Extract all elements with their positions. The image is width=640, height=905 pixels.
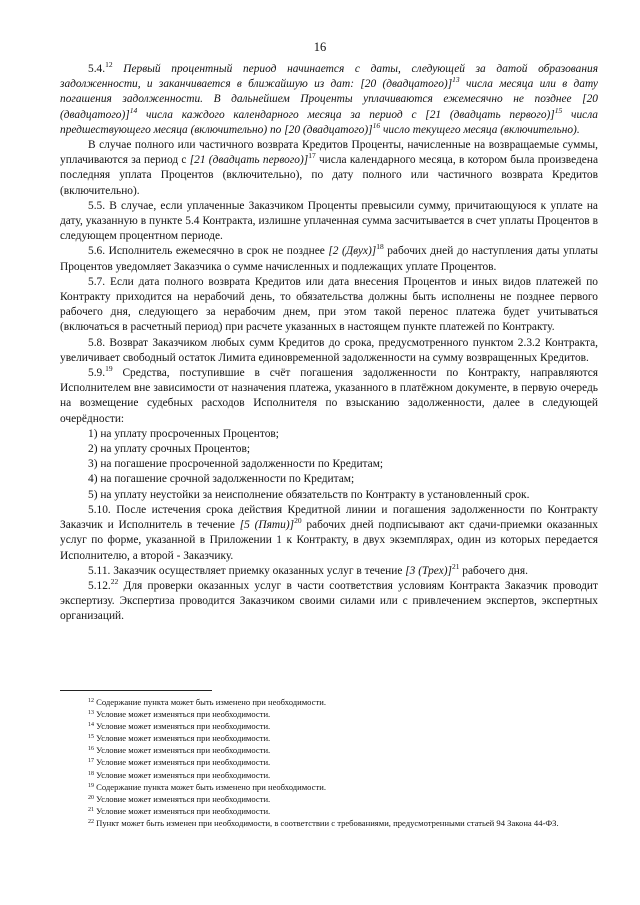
clause-number: 5.9. (88, 367, 106, 380)
footnote (60, 781, 598, 793)
footnote (60, 793, 598, 805)
clause-5-8: 5.8. Возврат Заказчиком любых сумм Кредитов до срока, предусмотренного пунктом 2.3.2 Контракта, увеличивает свободный остаток Лимита единовременной задолженности на сумму возвращенных Кредитов. (60, 336, 598, 364)
clause-text: Первый процентный период начинается с даты, следующей за датой образования задолженности, и заканчивается в ближайшую из дат: [20 (двадцатого)] (60, 63, 598, 91)
list-item: 5) на уплату неустойки за неисполнение обязательств по Контракту в установленный срок. (88, 488, 530, 501)
footnote (60, 769, 598, 781)
variable-term: [21 (двадцать первого)] (189, 154, 309, 167)
footnote-text: Условие может изменяться при необходимости. (94, 769, 271, 780)
footnote (60, 744, 598, 756)
footnote-text: Условие может изменяться при необходимости. (94, 805, 271, 816)
footnote-separator (60, 690, 212, 691)
footnote-text: Условие может изменяться при необходимости. (94, 733, 271, 744)
footnote-text: Условие может изменяться при необходимости. (94, 709, 271, 720)
variable-term: [2 (Двух)] (328, 245, 377, 258)
footnote-text: Условие может изменяться при необходимости. (94, 757, 271, 768)
clause-partial-repayment (60, 138, 598, 199)
footnote-text: Содержание пункта может быть изменено при необходимости. (94, 697, 326, 707)
clause-number: 5.4. (88, 63, 106, 75)
footnote-number: 21 (88, 806, 94, 813)
footnote-number: 19 (88, 782, 94, 789)
clause-text: 5.6. Исполнитель ежемесячно в срок не позднее (88, 245, 329, 258)
footnote-number: 15 (88, 734, 94, 741)
footnote (60, 817, 598, 829)
footnote-number: 18 (88, 770, 94, 777)
clause-text: числа предшествующего месяца (включительно) по [20 (двадцатого)] (60, 108, 599, 136)
footnote-number: 20 (88, 794, 94, 801)
clause-text: рабочих дней до наступления даты уплаты Процентов уведомляет Заказчика о сумме начисленных и подлежащих уплате Процентов. (60, 245, 598, 273)
clause-text: рабочих дней подписывают акт сдачи-приемки оказанных услуг по форме, указанной в Приложении 1 к Контракту, в двух экземплярах, один из которых передается Исполнителю, а второй - Заказчику. (60, 519, 599, 562)
clause-5-4 (60, 62, 598, 138)
footnote (60, 720, 598, 732)
clause-text: 5.11. Заказчик осуществляет приемку оказанных услуг в течение (88, 564, 406, 577)
footnote (60, 756, 598, 768)
footnote-ref[interactable]: 12 (105, 60, 113, 69)
clause-5-10 (60, 503, 598, 564)
clause-5-9 (60, 366, 598, 427)
page-number: 16 (313, 40, 327, 54)
footnote (60, 732, 598, 744)
footnote-text: Условие может изменяться при необходимости. (94, 793, 271, 804)
footnote-ref[interactable]: 19 (105, 364, 113, 374)
clause-text: числа каждого календарного месяца за период с [21 (двадцать первого)] (137, 108, 555, 121)
footnote-ref[interactable]: 13 (452, 75, 460, 85)
footnote-number: 13 (88, 710, 94, 717)
footnote-ref[interactable]: 14 (129, 105, 138, 115)
list-item: 1) на уплату просроченных Процентов; (88, 427, 279, 440)
list-item: 2) на уплату срочных Процентов; (88, 443, 251, 456)
footnote-ref[interactable]: 15 (554, 105, 563, 115)
clause-text: В случае полного или частичного возврата Кредитов Проценты, начисленные на возвращаемые суммы, уплачиваются за период с (60, 139, 598, 167)
footnote-text: Условие может изменяться при необходимости. (94, 721, 271, 732)
footnote-ref[interactable]: 17 (308, 151, 316, 161)
list-item: 3) на погашение просроченной задолженности по Кредитам; (88, 458, 384, 471)
clause-text: число текущего месяца (включительно). (380, 123, 580, 136)
list-item: 4) на погашение срочной задолженности по Кредитам; (88, 473, 355, 486)
footnotes (60, 696, 598, 829)
clause-text: Средства, поступившие в счёт погашения задолженности по Контракту, направляются Исполнителем вне зависимости от назначения платежа, указанного в платёжном документе, в первую очередь на возмещение судебных расходов Исполнителя по взысканию задолженности, далее в следующей очерёдности: (60, 367, 598, 425)
footnote-ref[interactable]: 20 (294, 516, 302, 526)
footnote-number: 12 (88, 698, 94, 704)
footnote (60, 708, 598, 720)
footnote-text: Содержание пункта может быть изменено при необходимости. (94, 781, 326, 792)
document-body (60, 62, 598, 625)
footnote-ref[interactable]: 22 (110, 576, 119, 586)
footnote-ref[interactable]: 21 (451, 561, 460, 571)
footnote (60, 696, 598, 708)
footnote-text: Условие может изменяться при необходимости. (94, 745, 271, 756)
clause-5-12 (60, 576, 598, 625)
clause-5-11 (60, 561, 598, 579)
footnote-ref[interactable]: 18 (376, 242, 384, 252)
clause-5-6 (60, 244, 598, 274)
footnote-text: Пункт может быть изменен при необходимости, в соответствии с требованиями, предусмотренными статьей 94 Закона 44-ФЗ. (94, 817, 559, 828)
footnote-number: 22 (88, 818, 94, 825)
footnote-number: 14 (88, 722, 94, 729)
clause-text: числа календарного месяца, в котором была произведена последняя уплата Процентов (включительно), по дату полного или частичного возврата Кредитов (включительно). (60, 154, 599, 197)
footnote-number: 17 (88, 758, 94, 765)
footnote-number: 16 (88, 746, 94, 753)
variable-term: [5 (Пяти)] (239, 519, 295, 532)
clause-text: 5.10. После истечения срока действия Кредитной линии и погашения задолженности по Контракту Заказчик и Исполнитель в течение (60, 503, 598, 532)
variable-term: [3 (Трех)] (405, 564, 452, 577)
clause-text: Для проверки оказанных услуг в части соответствия условиям Контракта Заказчик проводит экспертизу. Экспертиза проводится Заказчиком своими силами или с привлечением экспертов, экспертных организаций. (60, 579, 598, 623)
footnote (60, 805, 598, 817)
clause-text: числа месяца или в дату погашения задолженности. В дальнейшем Проценты уплачиваются ежемесячно не позднее [20 (двадцатого)] (60, 78, 598, 121)
clause-5-5: 5.5. В случае, если уплаченные Заказчиком Проценты превысили сумму, причитающуюся к уплате на дату, указанную в пункте 5.4 Контракта, излишне уплаченная сумма засчитывается в счет уплаты Процентов в следующем процентном периоде. (60, 199, 598, 243)
clause-number: 5.12. (88, 579, 111, 592)
clause-text: рабочего дня. (459, 564, 528, 577)
clause-5-7: 5.7. Если дата полного возврата Кредитов или дата внесения Процентов и иных видов платежей по Контракту приходится на нерабочий день, то обязательства должны быть исполнены не позднее первого рабочего дня, следующего за нерабочим днем, при этом такой перенос платежа будет учитываться (включаться в расчетный период) при расчете указанных в настоящем пункте платежей по Контракту. (60, 275, 598, 334)
footnote-ref[interactable]: 16 (372, 120, 381, 130)
